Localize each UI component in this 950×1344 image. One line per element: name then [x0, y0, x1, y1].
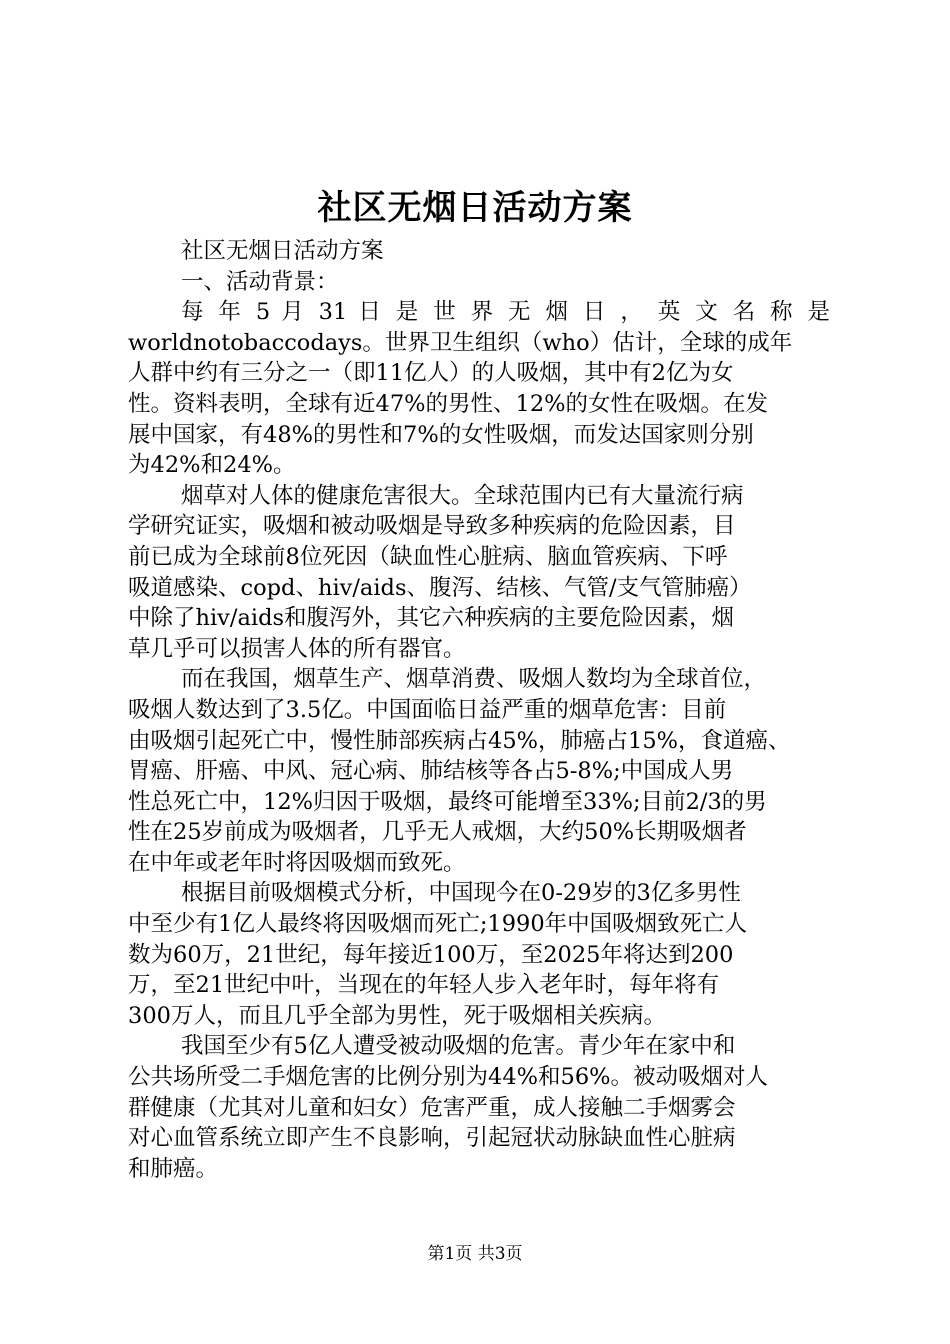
body-line: 300万人，而且几乎全部为男性，死于吸烟相关疾病。 — [128, 1002, 666, 1029]
body-line: 前已成为全球前8位死因（缺血性心脏病、脑血管疾病、下呼 — [128, 543, 728, 570]
body-line: 社区无烟日活动方案 — [181, 238, 384, 264]
body-line: 烟草对人体的健康危害很大。全球范围内已有大量流行病 — [181, 482, 744, 509]
body-line: 一、活动背景： — [181, 268, 339, 295]
body-line: 胃癌、肝癌、中风、冠心病、肺结核等各占5-8%;中国成人男 — [128, 758, 734, 785]
body-line: 性总死亡中，12%归因于吸烟，最终可能增至33%;目前2/3的男 — [128, 788, 767, 815]
body-line: 人群中约有三分之一（即11亿人）的人吸烟，其中有2亿为女 — [128, 360, 734, 387]
document-body — [128, 236, 830, 1184]
document-title: 社区无烟日活动方案 — [317, 188, 633, 228]
body-line: 每 年 5 月 31 日 是 世 界 无 烟 日 ， 英 文 名 称 是 — [181, 299, 830, 326]
body-line: 性。资料表明，全球有近47%的男性、12%的女性在吸烟。在发 — [128, 390, 769, 417]
body-line: worldnotobaccodays。世界卫生组织（who）估计，全球的成年 — [128, 329, 793, 356]
body-line: 我国至少有5亿人遭受被动吸烟的危害。青少年在家中和 — [181, 1033, 736, 1060]
body-line: 万，至21世纪中叶，当现在的年轻人步入老年时，每年将有 — [128, 972, 720, 999]
body-line: 对心血管系统立即产生不良影响，引起冠状动脉缺血性心脏病 — [128, 1125, 736, 1152]
body-line: 在中年或老年时将因吸烟而致死。 — [128, 849, 466, 876]
body-line: 公共场所受二手烟危害的比例分别为44%和56%。被动吸烟对人 — [128, 1064, 769, 1091]
body-line: 根据目前吸烟模式分析，中国现今在0-29岁的3亿多男性 — [181, 880, 741, 907]
body-line: 学研究证实，吸烟和被动吸烟是导致多种疾病的危险因素，目 — [128, 513, 736, 540]
body-line: 草几乎可以损害人体的所有器官。 — [128, 635, 466, 662]
body-line: 中除了hiv/aids和腹泻外，其它六种疾病的主要危险因素，烟 — [128, 605, 735, 632]
body-line: 和肺癌。 — [128, 1155, 219, 1182]
body-line: 吸烟人数达到了3.5亿。中国面临日益严重的烟草危害：目前 — [128, 696, 727, 723]
body-line: 数为60万，21世纪，每年接近100万，至2025年将达到200 — [128, 941, 734, 968]
body-line: 而在我国，烟草生产、烟草消费、吸烟人数均为全球首位， — [181, 666, 767, 693]
body-line: 由吸烟引起死亡中，慢性肺部疾病占45%，肺癌占15%，食道癌、 — [128, 727, 791, 754]
body-line: 为42%和24%。 — [128, 452, 296, 479]
body-line: 性在25岁前成为吸烟者，几乎无人戒烟，大约50%长期吸烟者 — [128, 819, 747, 846]
body-line: 群健康（尤其对儿童和妇女）危害严重，成人接触二手烟雾会 — [128, 1094, 736, 1121]
body-line: 展中国家，有48%的男性和7%的女性吸烟，而发达国家则分别 — [128, 421, 754, 448]
page-footer: 第1页 共3页 — [427, 1244, 523, 1264]
body-line: 吸道感染、copd、hiv/aids、腹泻、结核、气管/支气管肺癌） — [128, 574, 752, 601]
body-line: 中至少有1亿人最终将因吸烟而死亡;1990年中国吸烟致死亡人 — [128, 911, 748, 938]
